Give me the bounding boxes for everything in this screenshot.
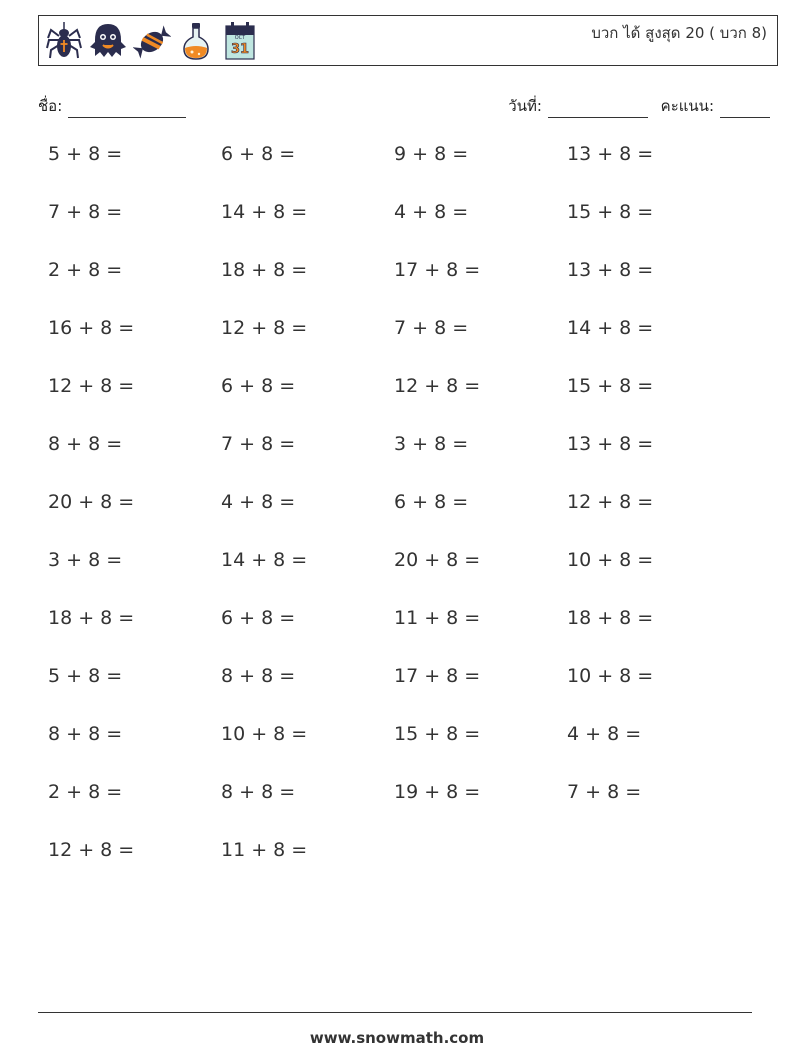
problem-item: 13 + 8 = [567, 143, 654, 165]
problem-item: 13 + 8 = [567, 433, 654, 455]
problem-row [48, 723, 748, 781]
problem-item: 6 + 8 = [221, 375, 296, 397]
problem-item: 18 + 8 = [567, 607, 654, 629]
problem-item: 15 + 8 = [567, 201, 654, 223]
problem-item: 6 + 8 = [221, 607, 296, 629]
problem-item: 15 + 8 = [394, 723, 481, 745]
candy-icon [133, 20, 171, 62]
problem-item: 13 + 8 = [567, 259, 654, 281]
problem-item: 10 + 8 = [221, 723, 308, 745]
problem-row [48, 839, 748, 897]
worksheet-title: บวก ได้ สูงสุด 20 ( บวก 8) [591, 24, 767, 42]
problem-item: 8 + 8 = [221, 665, 296, 687]
problem-item: 6 + 8 = [221, 143, 296, 165]
problem-item: 8 + 8 = [48, 723, 123, 745]
ghost-icon [89, 20, 127, 62]
problem-row [48, 317, 748, 375]
problem-row [48, 781, 748, 839]
problem-row [48, 665, 748, 723]
calendar-month-text: OCT [234, 35, 246, 41]
name-label: ชื่อ: [38, 97, 63, 115]
problem-item: 6 + 8 = [394, 491, 469, 513]
problem-item: 17 + 8 = [394, 665, 481, 687]
problem-row [48, 143, 748, 201]
problem-item: 3 + 8 = [48, 549, 123, 571]
footer-divider [38, 1012, 752, 1013]
problem-item: 7 + 8 = [394, 317, 469, 339]
problem-item: 15 + 8 = [567, 375, 654, 397]
problem-item: 9 + 8 = [394, 143, 469, 165]
calendar-icon [221, 20, 259, 62]
footer-website: www.snowmath.com [309, 1029, 485, 1047]
problem-row [48, 607, 748, 665]
problem-item: 14 + 8 = [567, 317, 654, 339]
problem-row [48, 201, 748, 259]
name-field[interactable] [38, 94, 186, 118]
problem-item: 11 + 8 = [394, 607, 481, 629]
score-label: คะแนน: [660, 97, 714, 115]
problem-item: 14 + 8 = [221, 201, 308, 223]
name-blank[interactable] [68, 101, 186, 118]
problem-row [48, 433, 748, 491]
date-blank[interactable] [548, 101, 648, 118]
problem-item: 17 + 8 = [394, 259, 481, 281]
problem-item: 12 + 8 = [48, 839, 135, 861]
problem-item: 3 + 8 = [394, 433, 469, 455]
problem-row [48, 491, 748, 549]
problem-item: 4 + 8 = [394, 201, 469, 223]
problem-item: 4 + 8 = [221, 491, 296, 513]
problem-row [48, 259, 748, 317]
problem-item: 8 + 8 = [48, 433, 123, 455]
problem-row [48, 375, 748, 433]
date-score-fields [508, 94, 770, 118]
problem-item: 10 + 8 = [567, 665, 654, 687]
problem-item: 7 + 8 = [567, 781, 642, 803]
problem-grid [48, 143, 748, 897]
problem-item: 2 + 8 = [48, 781, 123, 803]
problem-item: 19 + 8 = [394, 781, 481, 803]
problem-item: 10 + 8 = [567, 549, 654, 571]
problem-item: 18 + 8 = [48, 607, 135, 629]
problem-item: 12 + 8 = [48, 375, 135, 397]
problem-item: 14 + 8 = [221, 549, 308, 571]
calendar-day-text: 31 [230, 42, 250, 57]
icon-strip [45, 20, 259, 62]
problem-item: 18 + 8 = [221, 259, 308, 281]
problem-item: 16 + 8 = [48, 317, 135, 339]
problem-item: 7 + 8 = [221, 433, 296, 455]
problem-item: 20 + 8 = [48, 491, 135, 513]
problem-item: 7 + 8 = [48, 201, 123, 223]
problem-item: 4 + 8 = [567, 723, 642, 745]
worksheet-header [38, 15, 778, 66]
potion-icon [177, 20, 215, 62]
date-label: วันที่: [508, 97, 542, 115]
problem-item: 12 + 8 = [394, 375, 481, 397]
problem-item: 5 + 8 = [48, 665, 123, 687]
spider-icon [45, 20, 83, 62]
problem-item: 2 + 8 = [48, 259, 123, 281]
problem-item: 11 + 8 = [221, 839, 308, 861]
problem-item: 5 + 8 = [48, 143, 123, 165]
problem-item: 8 + 8 = [221, 781, 296, 803]
problem-item: 12 + 8 = [567, 491, 654, 513]
problem-item: 12 + 8 = [221, 317, 308, 339]
problem-item: 20 + 8 = [394, 549, 481, 571]
problem-row [48, 549, 748, 607]
score-blank[interactable] [720, 101, 770, 118]
